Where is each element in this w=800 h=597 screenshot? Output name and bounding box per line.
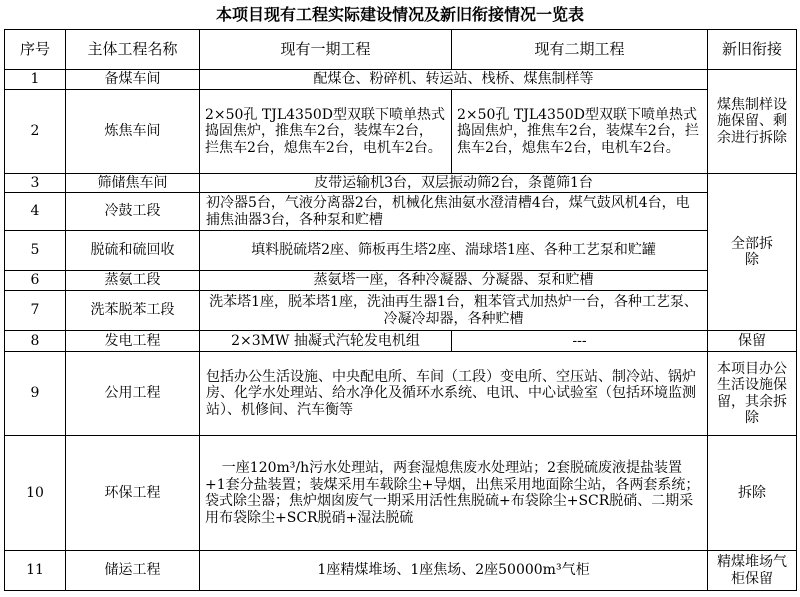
table-row	[5, 352, 797, 436]
header-row	[5, 30, 797, 70]
table-row	[5, 436, 797, 551]
row-phase1: 2×3MW 抽凝式汽轮发电机组	[200, 331, 452, 352]
table-row	[5, 291, 797, 331]
row-no: 9	[5, 352, 66, 436]
row-link: 精煤堆场气柜保留	[708, 551, 797, 591]
row-no: 11	[5, 551, 66, 591]
row-no: 8	[5, 331, 66, 352]
row-no: 5	[5, 231, 66, 271]
row-content: 初冷器5台，气液分离器2台，机械化焦油氨水澄清槽4台，煤气鼓风机4台，电捕焦油器3台，各种泵和贮槽	[200, 193, 708, 231]
row-no: 2	[5, 90, 66, 174]
table-row	[5, 331, 797, 352]
table-row	[5, 70, 797, 90]
row-no: 10	[5, 436, 66, 551]
row-link: 保留	[708, 331, 797, 352]
row-content: 皮带运输机3台，双层振动筛2台，条蓖筛1台	[200, 174, 708, 193]
row-link: 本项目办公生活设施保留，其余拆除	[708, 352, 797, 436]
header-phase2: 现有二期工程	[452, 30, 708, 70]
row-content: 洗苯塔1座，脱苯塔1座，洗油再生器1台，粗苯管式加热炉一台，各种工艺泵、冷凝冷却器，各种贮槽	[200, 291, 708, 331]
row-name: 筛储焦车间	[66, 174, 200, 193]
row-phase2: 2×50孔 TJL4350D型双联下喷单热式捣固焦炉，推焦车2台，装煤车2台，拦焦车2台，熄焦车2台，电机车2台。	[452, 90, 708, 174]
row-name: 冷鼓工段	[66, 193, 200, 231]
header-link: 新旧衔接	[708, 30, 797, 70]
row-content: 蒸氨塔一座，各种冷凝器、分凝器、泵和贮槽	[200, 271, 708, 291]
comparison-table	[4, 29, 797, 591]
row-name: 公用工程	[66, 352, 200, 436]
header-no: 序号	[5, 30, 66, 70]
row-name: 发电工程	[66, 331, 200, 352]
table-row	[5, 551, 797, 591]
row-link: 拆除	[708, 436, 797, 551]
row-no: 7	[5, 291, 66, 331]
row-name: 备煤车间	[66, 70, 200, 90]
row-name: 洗苯脱苯工段	[66, 291, 200, 331]
table-row	[5, 174, 797, 193]
row-content: 配煤仓、粉碎机、转运站、栈桥、煤焦制样等	[200, 70, 708, 90]
row-content: 1座精煤堆场、1座焦场、2座50000m³气柜	[200, 551, 708, 591]
row-phase1: 2×50孔 TJL4350D型双联下喷单热式捣固焦炉，推焦车2台，装煤车2台，拦焦车2台，熄焦车2台，电机车2台。	[200, 90, 452, 174]
row-no: 6	[5, 271, 66, 291]
row-name: 储运工程	[66, 551, 200, 591]
row-name: 炼焦车间	[66, 90, 200, 174]
row-link: 煤焦制样设施保留、剩余进行拆除	[708, 70, 797, 174]
row-name: 环保工程	[66, 436, 200, 551]
table-row	[5, 271, 797, 291]
table-title: 本项目现有工程实际建设情况及新旧衔接情况一览表	[215, 5, 584, 24]
row-link: 全部拆除	[708, 174, 797, 331]
header-phase1: 现有一期工程	[200, 30, 452, 70]
row-no: 3	[5, 174, 66, 193]
header-workshop: 主体工程名称	[66, 30, 200, 70]
row-no: 4	[5, 193, 66, 231]
table-row	[5, 193, 797, 231]
table-row	[5, 90, 797, 174]
row-content: 填料脱硫塔2座、筛板再生塔2座、湍球塔1座、各种工艺泵和贮罐	[200, 231, 708, 271]
row-no: 1	[5, 70, 66, 90]
row-name: 脱硫和硫回收	[66, 231, 200, 271]
row-content: 包括办公生活设施、中央配电所、车间（工段）变电所、空压站、制冷站、锅炉房、化学水处理站、给水净化及循环水系统、电讯、中心试验室（包括环境监测站）、机修间、汽车衡等	[200, 352, 708, 436]
row-phase2: ---	[452, 331, 708, 352]
table-row	[5, 231, 797, 271]
row-name: 蒸氨工段	[66, 271, 200, 291]
row-content: 一座120m³/h污水处理站，两套湿熄焦废水处理站；2套脱硫废液提盐装置+1套分盐装置；装煤采用车载除尘+导烟，出焦采用地面除尘站，各两套系统；袋式除尘器；焦炉烟囱废气一期采用活性焦脱硫+布袋除尘+SCR脱硝、二期采用布袋除尘+SCR脱硝+湿法脱硫	[200, 436, 708, 551]
